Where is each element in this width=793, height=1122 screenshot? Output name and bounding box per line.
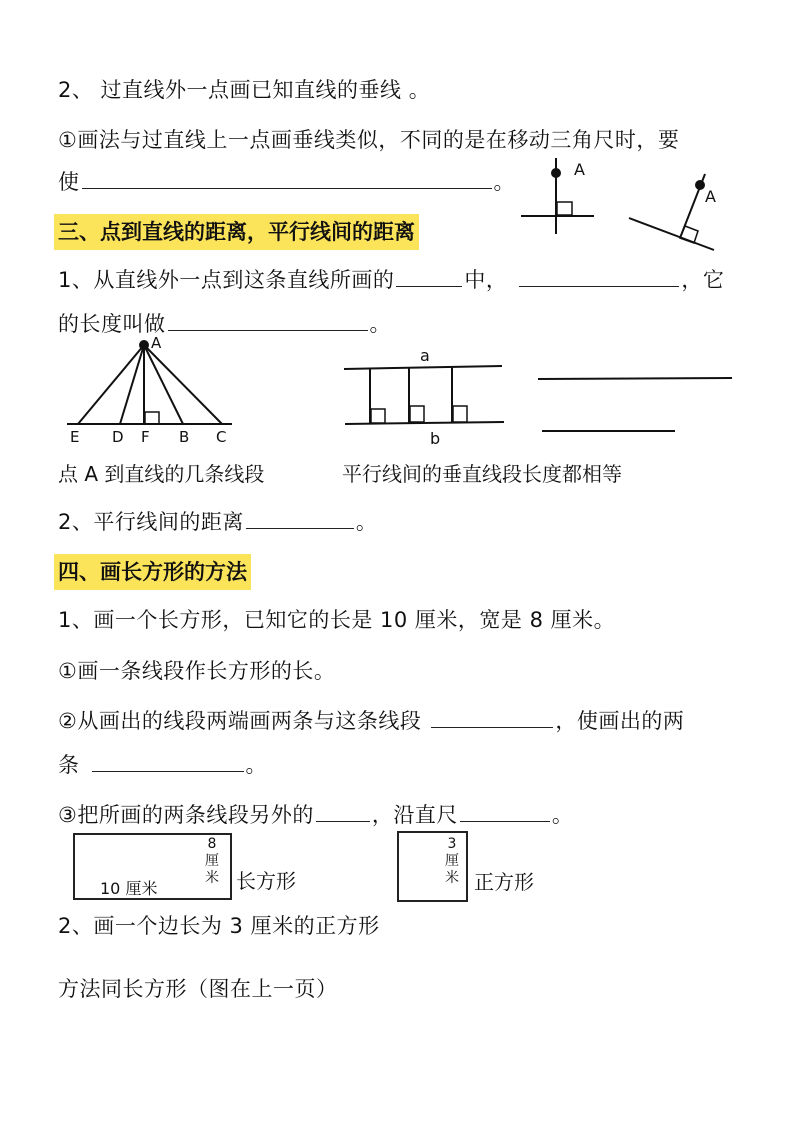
- point-a-label-2: A: [705, 187, 716, 206]
- section4-step3: [58, 801, 573, 829]
- rect-width-value: 8: [207, 836, 217, 852]
- s2-text: ②从画出的线段两端画两条与这条线段: [58, 709, 422, 733]
- section2-title: 2、 过直线外一点画已知直线的垂线 。: [58, 78, 431, 102]
- period: 。: [245, 753, 267, 777]
- answer-blank[interactable]: [92, 751, 244, 772]
- rect-name: 长方形: [236, 869, 296, 893]
- period: 。: [493, 170, 515, 194]
- section4-step2-line2: [58, 751, 267, 779]
- q1-text: 中，: [464, 268, 508, 292]
- point-a-label: A: [574, 160, 585, 179]
- q1-text: 1、从直线外一点到这条直线所画的: [58, 268, 395, 292]
- fig2-caption: 平行线间的垂直线段长度都相等: [342, 462, 622, 486]
- rect-unit: 米: [205, 870, 219, 886]
- s3-text: ，沿直尺: [371, 803, 458, 827]
- rect-length-label: 10 厘米: [100, 879, 158, 898]
- answer-blank[interactable]: [316, 801, 370, 822]
- s2-text: ，使画出的两: [555, 709, 685, 733]
- q2-text: 2、平行线间的距离: [58, 510, 244, 534]
- section4-note: 方法同长方形（图在上一页）: [58, 977, 338, 1001]
- parallel-lines-diagram: [344, 366, 732, 431]
- section3-q1: [58, 266, 724, 294]
- label-c: C: [216, 428, 227, 446]
- answer-blank[interactable]: [168, 310, 368, 331]
- section2-step1: ①画法与过直线上一点画垂线类似，不同的是在移动三角尺时，要: [58, 128, 680, 152]
- answer-blank[interactable]: [519, 266, 679, 287]
- period: 。: [551, 803, 574, 827]
- label-e: E: [70, 428, 80, 446]
- section4-q2: 2、画一个边长为 3 厘米的正方形: [58, 914, 380, 938]
- label-a: A: [151, 334, 162, 352]
- rect-width-label: [202, 836, 222, 887]
- rect-unit: 厘: [205, 853, 219, 869]
- section4-q1: 1、画一个长方形，已知它的长是 10 厘米，宽是 8 厘米。: [58, 608, 616, 632]
- q1-text: 的长度叫做: [58, 312, 166, 336]
- label-line-a: a: [420, 346, 430, 365]
- square-unit: 厘: [445, 853, 459, 869]
- label-d: D: [112, 428, 124, 446]
- step1-prefix: 使: [58, 170, 80, 194]
- section3-q1-line2: [58, 310, 391, 338]
- section4-step1: ①画一条线段作长方形的长。: [58, 659, 336, 683]
- period: 。: [355, 510, 378, 534]
- point-to-line-diagram: [67, 341, 232, 424]
- perpendicular-diagram-2: [629, 174, 714, 250]
- answer-blank[interactable]: [396, 266, 462, 287]
- fig1-caption: 点 A 到直线的几条线段: [58, 462, 265, 486]
- section4-step2: [58, 707, 684, 735]
- s3-text: ③把所画的两条线段另外的: [58, 803, 314, 827]
- square-unit: 米: [445, 870, 459, 886]
- s2-text: 条: [58, 753, 80, 777]
- section3-q2: [58, 508, 377, 536]
- section4-heading: 四、画长方形的方法: [54, 554, 251, 590]
- section3-heading: 三、点到直线的距离，平行线间的距离: [54, 214, 419, 250]
- period: 。: [369, 312, 391, 336]
- answer-blank[interactable]: [246, 508, 354, 529]
- square-name: 正方形: [474, 870, 534, 894]
- label-line-b: b: [430, 429, 441, 448]
- label-b: B: [179, 428, 190, 446]
- answer-blank[interactable]: [460, 801, 550, 822]
- point-a: [552, 169, 560, 177]
- answer-blank[interactable]: [431, 707, 553, 728]
- q1-text: ，它: [681, 268, 725, 292]
- label-f: F: [141, 428, 150, 446]
- square-side-value: 3: [447, 836, 457, 852]
- square-side-label: [442, 836, 462, 887]
